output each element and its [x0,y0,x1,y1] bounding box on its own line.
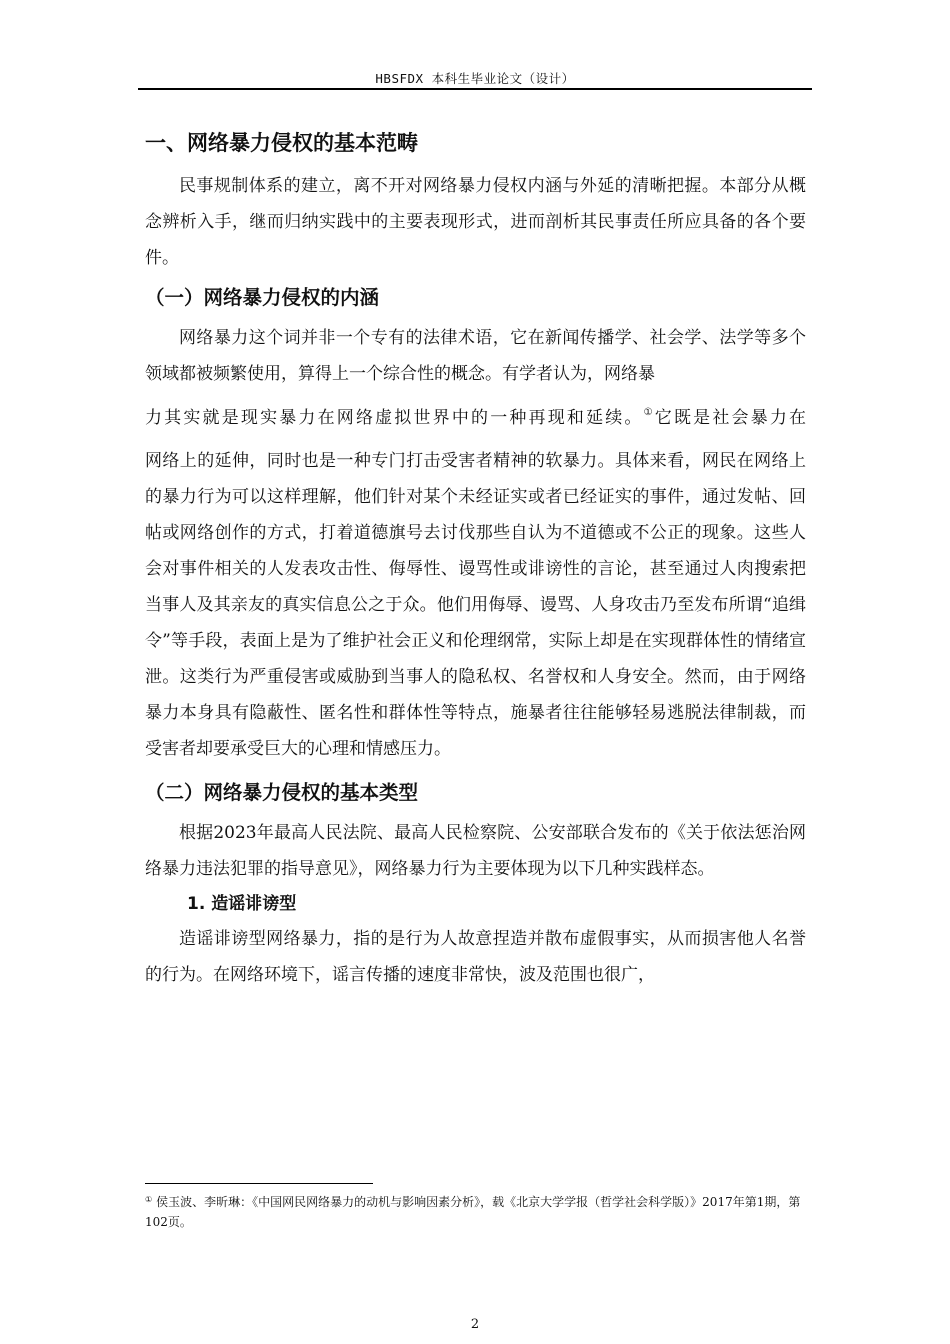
subsection-title-types: （二）网络暴力侵权的基本类型 [145,781,419,804]
footnote-rule [145,1183,373,1184]
footnote-ref-mark[interactable]: ① [643,407,655,418]
footnote-text: 侯玉波、李昕琳：《中国网民网络暴力的动机与影响因素分析》，载《北京大学学报（哲学社会科学版）》2017年第1期，第102页。 [145,1195,801,1229]
definition-paragraph-part3: 网络上的延伸，同时也是一种专门打击受害者精神的软暴力。具体来看，网民在网络上的暴力行为可以这样理解，他们针对某个未经证实或者已经证实的事件，通过发帖、回帖或网络创作的方式，打着道德旗号去讨伐那些自认为不道德或不公正的现象。这些人会对事件相关的人发表攻击性、侮辱性、谩骂性或诽谤性的言论，甚至通过人肉搜索把当事人及其亲友的真实信息公之于众。他们用侮辱、谩骂、人身攻击乃至发布所谓“追缉令”等手段，表面上是为了维护社会正义和伦理纲常，实际上却是在实现群体性的情绪宣泄。这类行为严重侵害或威胁到当事人的隐私权、名誉权和人身安全。然而，由于网络暴力本身具有隐蔽性、匿名性和群体性等特点，施暴者往往能够轻易逃脱法律制裁，而受害者却要承受巨大的心理和情感压力。 [145,451,806,759]
page-body [145,118,806,993]
subsection-title-connotation: （一）网络暴力侵权的内涵 [145,286,380,309]
footnote [145,1190,807,1232]
section-title: 一、网络暴力侵权的基本范畴 [145,131,418,155]
definition-paragraph-part1: 网络暴力这个词并非一个专有的法律术语，它在新闻传播学、社会学、法学等多个领域都被频繁使用，算得上一个综合性的概念。有学者认为，网络暴 [145,328,806,384]
rumor-paragraph: 造谣诽谤型网络暴力，指的是行为人故意捏造并散布虚假事实，从而损害他人名誉的行为。在网络环境下，谣言传播的速度非常快，波及范围也很广， [145,929,806,985]
running-header: HBSFDX 本科生毕业论文（设计） [375,71,575,86]
item-title-rumor: 1. 造谣诽谤型 [187,894,297,914]
intro-paragraph: 民事规制体系的建立，离不开对网络暴力侵权内涵与外延的清晰把握。本部分从概念辨析入手，继而归纳实践中的主要表现形式，进而剖析其民事责任所应具备的各个要件。 [145,176,806,268]
definition-text-c: 它既是社会暴力在 [654,408,807,428]
types-paragraph: 根据2023年最高人民法院、最高人民检察院、公安部联合发布的《关于依法惩治网络暴力违法犯罪的指导意见》，网络暴力行为主要体现为以下几种实践样态。 [145,823,806,879]
page-number: 2 [470,1317,480,1332]
definition-paragraph-part2 [145,392,806,439]
definition-text-b: 力其实就是现实暴力在网络虚拟世界中的一种再现和延续。 [145,408,644,428]
header-rule [138,88,812,90]
footnote-mark: ① [145,1195,153,1204]
